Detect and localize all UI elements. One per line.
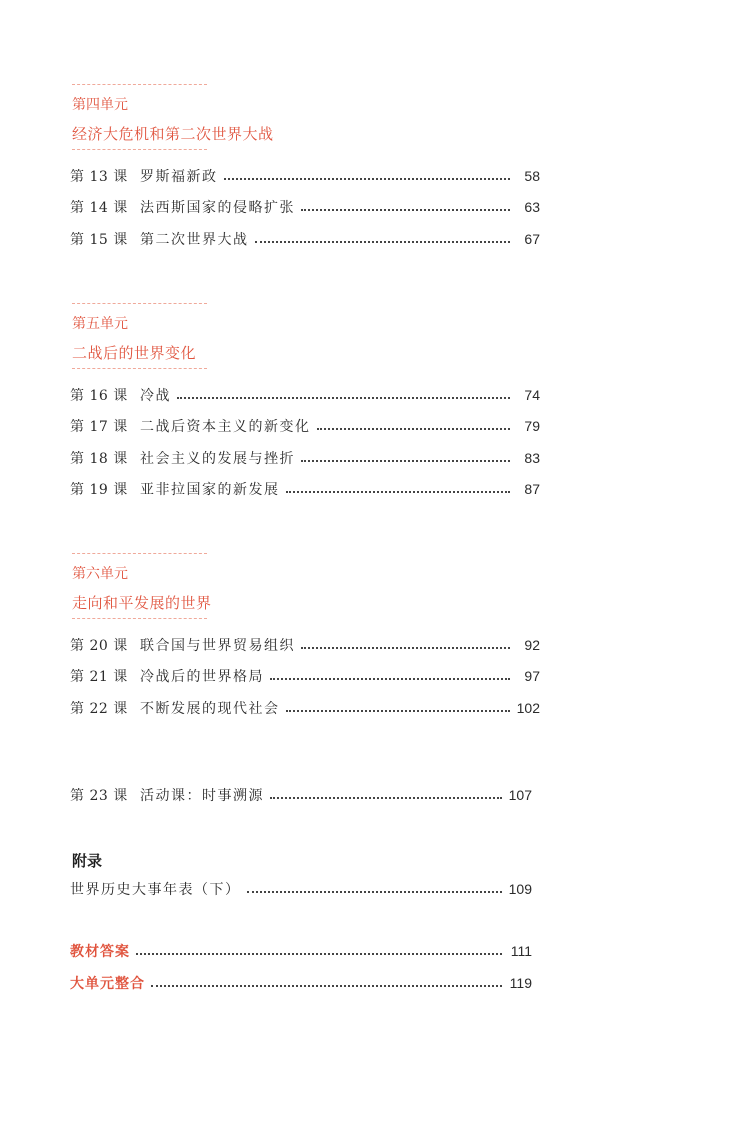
extra-title: 教材答案 — [70, 943, 130, 960]
dot-leader — [177, 397, 510, 399]
dot-leader — [286, 710, 511, 712]
unit-title: 二战后的世界变化 — [72, 344, 197, 362]
toc-entry-lesson-14[interactable] — [70, 192, 540, 224]
page-number: 58 — [524, 167, 540, 184]
page-number: 79 — [524, 418, 540, 435]
dot-leader — [224, 178, 511, 180]
page-number: 119 — [509, 974, 532, 991]
unit-5 — [72, 303, 542, 505]
page-number: 87 — [524, 481, 540, 498]
lesson-title: 法西斯国家的侵略扩张 — [140, 200, 295, 217]
lesson-number: 第 17 课 — [70, 419, 128, 436]
toc-entry-lesson-23[interactable] — [70, 779, 532, 811]
lesson-list — [72, 629, 542, 724]
dot-leader — [286, 491, 511, 493]
appendix-heading: 附录 — [72, 852, 103, 870]
dot-leader — [301, 647, 510, 649]
lesson-title: 二战后资本主义的新变化 — [140, 419, 311, 436]
lesson-title: 冷战后的世界格局 — [140, 669, 264, 686]
lesson-title: 社会主义的发展与挫折 — [140, 450, 295, 467]
unit-title: 经济大危机和第二次世界大战 — [72, 125, 274, 143]
unit-label: 第五单元 — [72, 316, 128, 332]
lesson-number: 第 16 课 — [70, 387, 128, 404]
lesson-title: 冷战 — [140, 387, 171, 404]
unit-4 — [72, 84, 542, 255]
dot-leader — [247, 891, 503, 893]
unit-divider-bottom — [72, 149, 207, 150]
unit-divider-top — [72, 303, 207, 304]
dot-leader — [270, 678, 510, 680]
page-number: 63 — [524, 199, 540, 216]
page-number: 83 — [524, 449, 540, 466]
lesson-title: 罗斯福新政 — [140, 168, 218, 185]
lesson-number: 第 23 课 — [70, 787, 128, 804]
lesson-title: 联合国与世界贸易组织 — [140, 637, 295, 654]
dot-leader — [270, 797, 502, 799]
page-number: 109 — [508, 880, 532, 897]
extra-title: 大单元整合 — [70, 975, 145, 992]
appendix-title: 世界历史大事年表（下） — [70, 881, 241, 898]
lesson-title: 亚非拉国家的新发展 — [140, 482, 280, 499]
toc-entry-lesson-22[interactable] — [70, 692, 540, 724]
dot-leader — [151, 985, 502, 987]
dot-leader — [317, 428, 511, 430]
lesson-list — [72, 379, 542, 505]
lesson-title: 不断发展的现代社会 — [140, 700, 280, 717]
toc-entry-lesson-18[interactable] — [70, 442, 540, 474]
unit-divider-top — [72, 553, 207, 554]
toc-entry-lesson-17[interactable] — [70, 411, 540, 443]
dot-leader — [255, 241, 511, 243]
toc-entry-lesson-13[interactable] — [70, 160, 540, 192]
toc-entry-appendix-timeline[interactable] — [70, 873, 532, 905]
lesson-number: 第 13 课 — [70, 168, 128, 185]
page-number: 67 — [524, 230, 540, 247]
unit-divider-bottom — [72, 368, 207, 369]
lesson-number: 第 18 课 — [70, 450, 128, 467]
unit-label: 第六单元 — [72, 566, 128, 582]
page-number: 111 — [510, 942, 532, 959]
unit-label: 第四单元 — [72, 97, 128, 113]
page-number: 74 — [524, 386, 540, 403]
lesson-title: 第二次世界大战 — [140, 231, 249, 248]
page-number: 107 — [508, 786, 532, 803]
toc-entry-lesson-21[interactable] — [70, 661, 540, 693]
toc-entry-lesson-20[interactable] — [70, 629, 540, 661]
page-number: 102 — [516, 699, 540, 716]
page-number: 97 — [524, 668, 540, 685]
toc-entry-lesson-16[interactable] — [70, 379, 540, 411]
lesson-number: 第 15 课 — [70, 231, 128, 248]
page-number: 92 — [524, 636, 540, 653]
unit-divider-bottom — [72, 618, 207, 619]
lesson-number: 第 14 课 — [70, 200, 128, 217]
dot-leader — [301, 460, 510, 462]
toc-entry-textbook-answers[interactable] — [70, 935, 532, 967]
lesson-number: 第 22 课 — [70, 700, 128, 717]
unit-6 — [72, 553, 542, 724]
dot-leader — [301, 209, 510, 211]
lesson-number: 第 20 课 — [70, 637, 128, 654]
toc-entry-unit-integration[interactable] — [70, 967, 532, 999]
lesson-number: 第 19 课 — [70, 482, 128, 499]
unit-title: 走向和平发展的世界 — [72, 594, 212, 612]
lesson-list — [72, 160, 542, 255]
lesson-number: 第 21 课 — [70, 669, 128, 686]
unit-divider-top — [72, 84, 207, 85]
dot-leader — [136, 953, 502, 955]
lesson-title: 活动课：时事溯源 — [140, 787, 264, 804]
toc-entry-lesson-19[interactable] — [70, 474, 540, 506]
toc-entry-lesson-15[interactable] — [70, 223, 540, 255]
